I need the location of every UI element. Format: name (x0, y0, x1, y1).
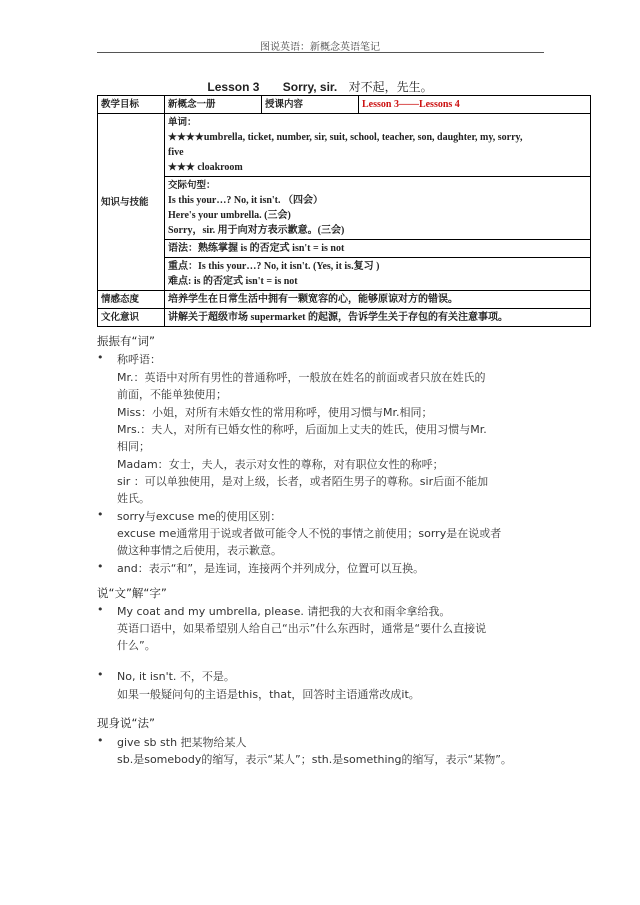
bullet-text: give sb sth 把某物给某人 (117, 736, 247, 749)
header-rule (97, 52, 544, 53)
goal-label: 教学目标 (98, 96, 165, 114)
bullet-dot: • (97, 560, 104, 573)
body-line: 前面，不能单独使用； (117, 388, 227, 401)
attitude-label: 情感态度 (98, 291, 165, 309)
section-heading-grammar: 现身说“法” (97, 716, 155, 730)
sentence-line: Is this your…? No, it isn't. （四会） (168, 195, 324, 206)
bullet-dot: • (97, 603, 104, 616)
body-line: Madam：女士，夫人，表示对女性的尊称，对有职位女性的称呼； (117, 458, 444, 471)
bullet-text: No, it isn't. 不，不是。 (117, 670, 235, 683)
lesson-plan-table (97, 95, 591, 327)
body-line: 做这种事情之后使用，表示歉意。 (117, 544, 282, 557)
body-line: 英语口语中，如果希望别人给自己“出示”什么东西时，通常是“要什么直接说 (117, 622, 487, 635)
vocab-title: 单词： (168, 117, 197, 128)
body-line: Mrs.：夫人，对所有已婚女性的称呼，后面加上丈夫的姓氏，使用习惯与Mr. (117, 423, 487, 436)
page-header: 图说英语：新概念英语笔记 (260, 42, 380, 53)
vocab-line: ★★★ cloakroom (168, 162, 243, 173)
attitude-cell: 培养学生在日常生活中拥有一颗宽容的心，能够原谅对方的错误。 (165, 291, 591, 309)
sentence-cell (165, 177, 591, 240)
table-row (98, 240, 591, 258)
body-line: excuse me通常用于说或者做可能令人不悦的事情之前使用；sorry是在说或者 (117, 527, 502, 540)
body-line: sir ：可以单独使用，是对上级，长者，或者陌生男子的尊称。sir后面不能加 (117, 475, 489, 488)
body-line: Miss：小姐，对所有未婚女性的常用称呼，使用习惯与Mr.相同； (117, 406, 433, 419)
sentence-line: Sorry，sir. 用于向对方表示歉意。(三会) (168, 225, 345, 236)
bullet-dot: • (97, 508, 104, 521)
sentence-line: Here's your umbrella. (三会) (168, 210, 291, 221)
vocab-line: ★★★★umbrella, ticket, number, sir, suit, school, teacher, son, daughter, my, sorry, (168, 132, 523, 143)
vocab-line: five (168, 147, 184, 158)
key-difficult-cell (165, 258, 591, 291)
table-row (98, 258, 591, 291)
table-row (98, 96, 591, 114)
bullet-dot: • (97, 734, 104, 747)
lesson-english-title: Sorry, sir. (282, 80, 338, 94)
bullet-dot: • (97, 351, 104, 364)
culture-label: 文化意识 (98, 309, 165, 327)
body-line: 相同； (117, 440, 150, 453)
lesson-number: Lesson 3 (207, 80, 260, 94)
table-row (98, 114, 591, 177)
body-line: sb.是somebody的缩写，表示“某人”；sth.是something的缩写，表示“某物”。 (117, 753, 512, 766)
section-heading-text: 说“文”解“字” (97, 586, 167, 600)
body-line: 什么”。 (117, 639, 156, 652)
table-row (98, 177, 591, 240)
grammar-cell: 语法：熟练掌握 is 的否定式 isn't = is not (165, 240, 591, 258)
content-label: 授课内容 (262, 96, 359, 114)
body-line: 如果一般疑问句的主语是this，that，回答时主语通常改成it。 (117, 688, 420, 701)
content-range: Lesson 3——Lessons 4 (359, 96, 591, 114)
sentence-title: 交际句型： (168, 180, 216, 191)
table-row (98, 309, 591, 327)
lesson-title (0, 78, 640, 95)
body-line: Mr.：英语中对所有男性的普通称呼，一般放在姓名的前面或者只放在姓氏的 (117, 371, 486, 384)
bullet-text: My coat and my umbrella, please. 请把我的大衣和雨伞拿给我。 (117, 605, 451, 618)
vocab-cell (165, 114, 591, 177)
bullet-text: 称呼语： (117, 353, 161, 366)
key-point: 重点：Is this your…? No, it isn't. (Yes, it is.复习 ) (168, 261, 380, 272)
bullet-text: and：表示“和”，是连词，连接两个并列成分，位置可以互换。 (117, 562, 425, 575)
lesson-chinese-title: 对不起，先生。 (348, 80, 433, 94)
table-row (98, 291, 591, 309)
body-line: 姓氏。 (117, 492, 150, 505)
section-heading-words: 振振有“词” (97, 334, 155, 348)
bullet-dot: • (97, 668, 104, 681)
bullet-text: sorry与excuse me的使用区别： (117, 510, 282, 523)
book-cell: 新概念一册 (165, 96, 262, 114)
knowledge-label: 知识与技能 (98, 114, 165, 291)
difficult-point: 难点: is 的否定式 isn't = is not (168, 276, 298, 287)
culture-cell: 讲解关于超级市场 supermarket 的起源，告诉学生关于存包的有关注意事项。 (165, 309, 591, 327)
